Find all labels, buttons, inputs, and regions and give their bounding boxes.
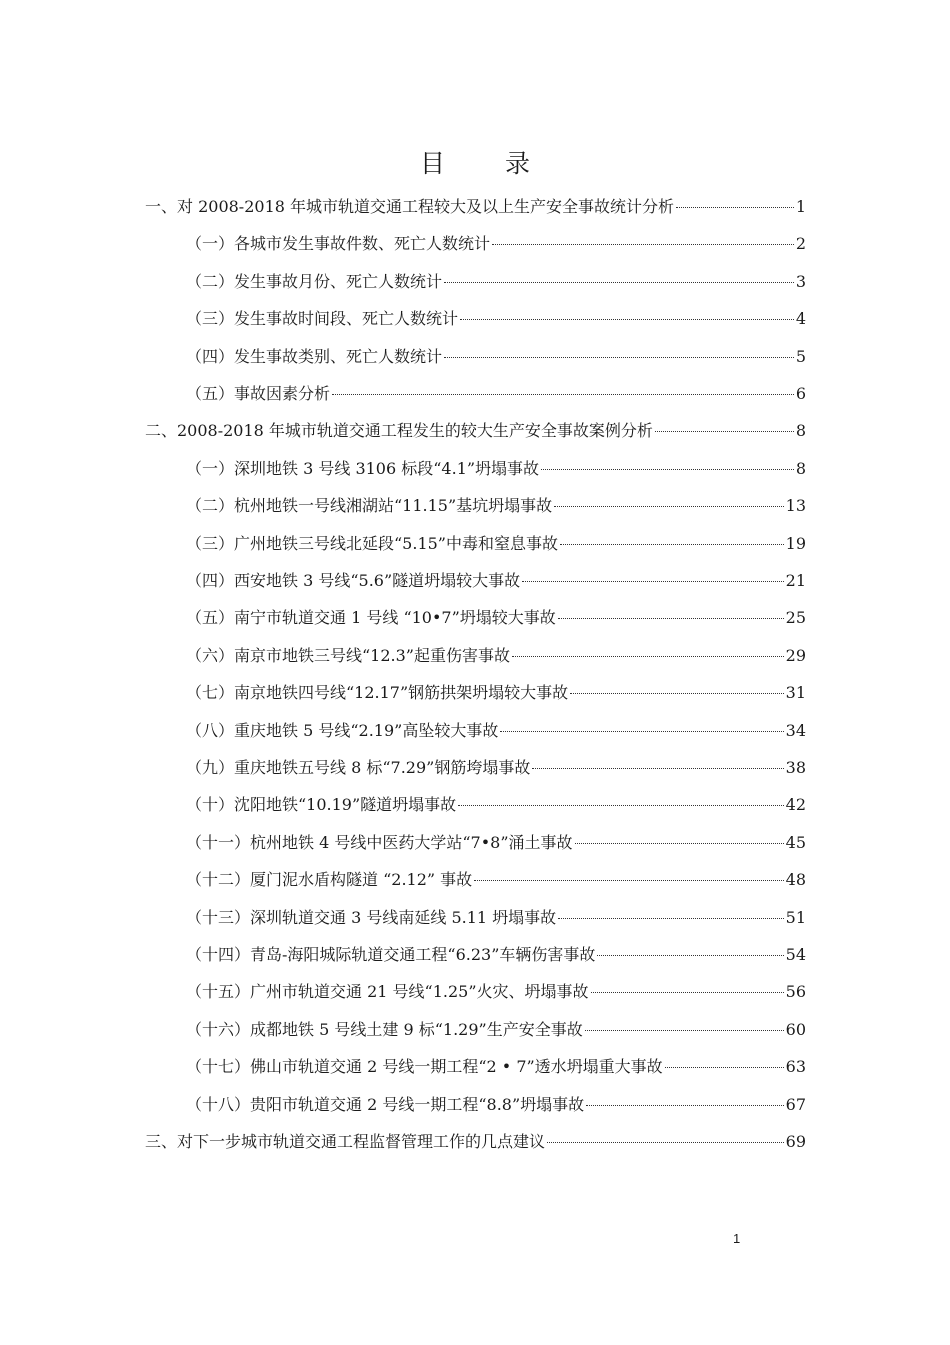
dot-leader [655, 431, 794, 432]
toc-entry[interactable] [186, 641, 806, 671]
dot-leader [586, 1105, 783, 1106]
toc-entry[interactable] [186, 828, 806, 858]
toc-entry[interactable] [186, 529, 806, 559]
toc-entry-label: （十七）佛山市轨道交通 2 号线一期工程“2 • 7”透水坍塌重大事故 [186, 1057, 663, 1076]
toc-entry[interactable] [145, 416, 806, 446]
toc-entry[interactable] [186, 1052, 806, 1082]
toc-entry-page: 19 [785, 534, 806, 553]
toc-entry[interactable] [186, 940, 806, 970]
toc-entry[interactable] [186, 903, 806, 933]
toc-entry-page: 1 [795, 197, 806, 216]
dot-leader [522, 581, 783, 582]
toc-entry-page: 48 [785, 870, 806, 889]
toc-entry-label: 一、对 2008-2018 年城市轨道交通工程较大及以上生产安全事故统计分析 [145, 197, 675, 216]
toc-entry-label: （一）深圳地铁 3 号线 3106 标段“4.1”坍塌事故 [186, 459, 540, 478]
toc-entry-page: 2 [795, 234, 806, 253]
dot-leader [575, 843, 784, 844]
toc-entry-page: 38 [785, 758, 806, 777]
toc-entry-page: 42 [785, 795, 806, 814]
toc-entry[interactable] [186, 491, 806, 521]
toc-entry[interactable] [186, 1090, 806, 1120]
toc-entry-page: 8 [795, 459, 806, 478]
toc-entry[interactable] [186, 454, 806, 484]
toc-entry-label: （十）沈阳地铁“10.19”隧道坍塌事故 [186, 795, 457, 814]
toc-entry-page: 63 [785, 1057, 806, 1076]
toc-entry-page: 31 [785, 683, 806, 702]
dot-leader [532, 768, 783, 769]
toc-entry-page: 56 [785, 982, 806, 1001]
toc-entry-label: （三）发生事故时间段、死亡人数统计 [186, 309, 459, 328]
toc-entry-label: （四）西安地铁 3 号线“5.6”隧道坍塌较大事故 [186, 571, 521, 590]
toc-entry-page: 34 [785, 721, 806, 740]
toc-entry-label: （一）各城市发生事故件数、死亡人数统计 [186, 234, 491, 253]
toc-entry[interactable] [145, 1127, 806, 1157]
dot-leader [591, 992, 784, 993]
toc-entry[interactable] [186, 342, 806, 372]
toc-entry[interactable] [186, 753, 806, 783]
dot-leader [554, 506, 783, 507]
dot-leader [558, 618, 784, 619]
toc-entry[interactable] [186, 267, 806, 297]
toc-entry[interactable] [186, 1015, 806, 1045]
toc-entry[interactable] [186, 229, 806, 259]
toc-entry-label: （六）南京市地铁三号线“12.3”起重伤害事故 [186, 646, 510, 665]
dot-leader [547, 1142, 784, 1143]
toc-entry[interactable] [186, 865, 806, 895]
toc-entry-page: 60 [785, 1020, 806, 1039]
toc-entry-page: 8 [795, 421, 806, 440]
toc-entry-page: 54 [785, 945, 806, 964]
toc-entry-page: 3 [795, 272, 806, 291]
toc-entry-label: （四）发生事故类别、死亡人数统计 [186, 347, 443, 366]
toc-entry-page: 51 [785, 908, 806, 927]
toc-entry-label: （二）杭州地铁一号线湘湖站“11.15”基坑坍塌事故 [186, 496, 553, 515]
toc-entry-label: （七）南京地铁四号线“12.17”钢筋拱架坍塌较大事故 [186, 683, 569, 702]
toc-entry[interactable] [186, 603, 806, 633]
toc-entry-page: 25 [785, 608, 806, 627]
dot-leader [444, 282, 794, 283]
toc-entry[interactable] [186, 716, 806, 746]
dot-leader [558, 918, 783, 919]
toc-entry-label: （十四）青岛-海阳城际轨道交通工程“6.23”车辆伤害事故 [186, 945, 596, 964]
toc-entry-page: 67 [785, 1095, 806, 1114]
toc-entry-label: （九）重庆地铁五号线 8 标“7.29”钢筋垮塌事故 [186, 758, 531, 777]
toc-entry[interactable] [186, 977, 806, 1007]
toc-entry-label: 二、2008-2018 年城市轨道交通工程发生的较大生产安全事故案例分析 [145, 421, 653, 440]
toc-entry[interactable] [186, 304, 806, 334]
toc-entry-label: （五）南宁市轨道交通 1 号线 “10•7”坍塌较大事故 [186, 608, 556, 627]
toc-entry[interactable] [186, 678, 806, 708]
toc-entry[interactable] [186, 566, 806, 596]
toc-entry-label: （十八）贵阳市轨道交通 2 号线一期工程“8.8”坍塌事故 [186, 1095, 585, 1114]
toc-entry-page: 21 [785, 571, 806, 590]
toc-entry-label: （十二）厦门泥水盾构隧道 “2.12” 事故 [186, 870, 473, 889]
toc-entry-page: 4 [795, 309, 806, 328]
dot-leader [512, 656, 784, 657]
dot-leader [474, 880, 783, 881]
toc-entry-page: 29 [785, 646, 806, 665]
toc-entry-label: （十三）深圳轨道交通 3 号线南延线 5.11 坍塌事故 [186, 908, 557, 927]
toc-entry-label: （十一）杭州地铁 4 号线中医药大学站“7•8”涌土事故 [186, 833, 573, 852]
toc-entry-label: （三）广州地铁三号线北延段“5.15”中毒和窒息事故 [186, 534, 558, 553]
toc-entry-page: 45 [785, 833, 806, 852]
dot-leader [444, 357, 794, 358]
toc-entry-page: 69 [785, 1132, 806, 1151]
toc-entry-page: 5 [795, 347, 806, 366]
toc-entry-label: （十六）成都地铁 5 号线土建 9 标“1.29”生产安全事故 [186, 1020, 583, 1039]
toc-entry-label: （五）事故因素分析 [186, 384, 331, 403]
toc-entry[interactable] [186, 379, 806, 409]
dot-leader [665, 1067, 784, 1068]
toc-entry[interactable] [186, 790, 806, 820]
dot-leader [460, 319, 794, 320]
toc-entry-label: （二）发生事故月份、死亡人数统计 [186, 272, 443, 291]
dot-leader [597, 955, 783, 956]
dot-leader [332, 394, 794, 395]
toc-entry-page: 6 [795, 384, 806, 403]
toc-title: 目 录 [420, 149, 556, 178]
toc-entry-label: （八）重庆地铁 5 号线“2.19”高坠较大事故 [186, 721, 499, 740]
page-number: 1 [733, 1231, 741, 1246]
dot-leader [458, 805, 783, 806]
toc-entry-label: （十五）广州市轨道交通 21 号线“1.25”火灾、坍塌事故 [186, 982, 589, 1001]
dot-leader [560, 544, 784, 545]
toc-entry[interactable] [145, 192, 806, 222]
dot-leader [676, 207, 794, 208]
dot-leader [500, 731, 783, 732]
dot-leader [585, 1030, 784, 1031]
toc-entry-page: 13 [785, 496, 806, 515]
dot-leader [570, 693, 783, 694]
dot-leader [541, 469, 794, 470]
toc-entry-label: 三、对下一步城市轨道交通工程监督管理工作的几点建议 [145, 1132, 546, 1151]
dot-leader [492, 244, 794, 245]
